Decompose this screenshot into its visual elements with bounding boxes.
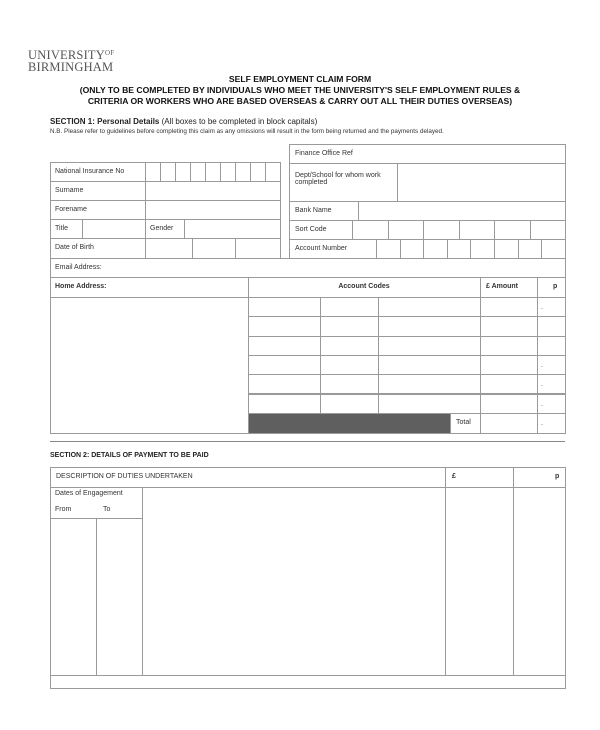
form-title: SELF EMPLOYMENT CLAIM FORM: [228, 74, 372, 84]
email-label: Email Address:: [55, 264, 102, 271]
sort-code-box[interactable]: [388, 220, 425, 240]
account-number-box[interactable]: [470, 239, 495, 259]
pounds-input[interactable]: [445, 487, 514, 676]
amount-pounds-input[interactable]: [480, 316, 538, 336]
pound-label: £: [452, 473, 456, 480]
ni-digit-box[interactable]: [160, 162, 176, 182]
account-code-input[interactable]: [320, 316, 379, 336]
form-subtitle-2: CRITERIA OR WORKERS WHO ARE BASED OVERSEAS & CARRY OUT ALL THEIR DUTIES OVERSEAS): [87, 96, 513, 106]
ni-digit-box[interactable]: [235, 162, 251, 182]
account-code-input[interactable]: [248, 374, 321, 394]
account-number-box[interactable]: [518, 239, 543, 259]
account-number-box[interactable]: [400, 239, 425, 259]
account-code-input[interactable]: [378, 316, 481, 336]
account-code-input[interactable]: [320, 297, 379, 317]
ni-digit-box[interactable]: [175, 162, 191, 182]
account-code-input[interactable]: [320, 374, 379, 394]
ni-digit-box[interactable]: [190, 162, 206, 182]
section1-note: (All boxes to be completed in block capitals): [159, 117, 318, 126]
account-code-input[interactable]: [248, 297, 321, 317]
sort-code-box[interactable]: [494, 220, 531, 240]
home-address-input[interactable]: [50, 297, 249, 434]
amount-pounds-input[interactable]: [480, 297, 538, 317]
logo-line2: BIRMINGHAM: [28, 60, 114, 74]
surname-label: Surname: [55, 187, 84, 194]
forename-input[interactable]: [145, 200, 281, 220]
email-input[interactable]: [50, 258, 566, 278]
amount-pence-input[interactable]: [537, 316, 566, 336]
title-label: Title: [55, 225, 68, 232]
to-date-input[interactable]: [96, 518, 143, 676]
amount-pence-input[interactable]: [537, 336, 566, 356]
pence-input[interactable]: [513, 487, 566, 676]
account-code-input[interactable]: [248, 394, 321, 414]
gender-input[interactable]: [184, 219, 281, 239]
ni-digit-box[interactable]: [250, 162, 266, 182]
dob-month-input[interactable]: [192, 238, 236, 259]
to-label: To: [103, 506, 111, 513]
home-address-label: Home Address:: [55, 283, 107, 290]
sort-code-box[interactable]: [530, 220, 567, 240]
account-number-box[interactable]: [423, 239, 448, 259]
section-divider: [50, 441, 565, 442]
account-code-input[interactable]: [378, 394, 481, 414]
ni-digit-box[interactable]: [220, 162, 236, 182]
account-code-input[interactable]: [248, 355, 321, 375]
decimal-mark: .: [541, 420, 543, 427]
account-code-input[interactable]: [378, 374, 481, 394]
dob-year-input[interactable]: [235, 238, 281, 259]
dob-label: Date of Birth: [55, 244, 94, 251]
university-logo: [28, 47, 114, 73]
description-label: DESCRIPTION OF DUTIES UNDERTAKEN: [56, 473, 193, 480]
account-code-input[interactable]: [320, 394, 379, 414]
account-code-input[interactable]: [378, 297, 481, 317]
account-number-box[interactable]: [376, 239, 401, 259]
total-label: Total: [456, 419, 471, 426]
account-code-input[interactable]: [378, 355, 481, 375]
decimal-mark: .: [541, 304, 543, 311]
ni-digit-box[interactable]: [265, 162, 281, 182]
bank-input[interactable]: [358, 201, 566, 221]
amount-label: £ Amount: [486, 283, 519, 290]
from-date-input[interactable]: [50, 518, 97, 676]
total-row[interactable]: [50, 675, 566, 689]
surname-input[interactable]: [145, 181, 281, 201]
dob-day-input[interactable]: [145, 238, 193, 259]
description-input[interactable]: [142, 487, 446, 676]
pence-label: p: [555, 473, 560, 480]
ni-digit-box[interactable]: [145, 162, 161, 182]
sort-code-box[interactable]: [423, 220, 460, 240]
account-codes-label: Account Codes: [338, 283, 390, 290]
account-number-label: Account Number: [295, 245, 348, 252]
decimal-mark: .: [541, 381, 543, 389]
logo-line1: UNIVERSITY: [28, 48, 105, 62]
sort-code-box[interactable]: [352, 220, 389, 240]
section1-title: SECTION 1: Personal Details: [50, 117, 160, 126]
section2-heading: SECTION 2: DETAILS OF PAYMENT TO BE PAID: [50, 452, 209, 459]
finance-ref-label: Finance Office Ref: [295, 150, 353, 157]
dates-label: Dates of Engagement: [55, 490, 123, 497]
total-pounds-input[interactable]: [480, 413, 538, 434]
title-input[interactable]: [82, 219, 146, 239]
amount-pounds-input[interactable]: [480, 336, 538, 356]
amount-pounds-input[interactable]: [480, 355, 538, 375]
account-code-input[interactable]: [248, 336, 321, 356]
p-header: [537, 277, 566, 298]
amount-pounds-input[interactable]: [480, 394, 538, 414]
sort-code-box[interactable]: [459, 220, 496, 240]
logo-of: OF: [105, 49, 115, 57]
section1-heading: [50, 117, 317, 126]
account-code-input[interactable]: [378, 336, 481, 356]
ni-label: National Insurance No: [55, 168, 125, 175]
account-number-box[interactable]: [541, 239, 566, 259]
gender-label: Gender: [150, 225, 174, 232]
dept-label: Dept/School for whom work completed: [295, 172, 381, 186]
from-label: From: [55, 506, 72, 513]
form-subtitle-1: (ONLY TO BE COMPLETED BY INDIVIDUALS WHO MEET THE UNIVERSITY'S SELF EMPLOYMENT RULES &: [79, 85, 521, 95]
decimal-mark: .: [541, 361, 543, 369]
amount-pounds-input[interactable]: [480, 374, 538, 394]
p-label: p: [553, 283, 558, 290]
nb-note: N.B. Please refer to guidelines before completing this claim as any omissions will result in the form being returned and the payments delayed.: [50, 128, 444, 135]
decimal-mark: .: [541, 400, 543, 408]
account-number-box[interactable]: [447, 239, 472, 259]
dept-input[interactable]: [397, 163, 566, 202]
bank-label: Bank Name: [295, 207, 332, 214]
total-shaded-cell: [248, 413, 451, 434]
account-number-box[interactable]: [494, 239, 519, 259]
sort-code-label: Sort Code: [295, 226, 327, 233]
account-code-input[interactable]: [248, 316, 321, 336]
account-code-input[interactable]: [320, 355, 379, 375]
ni-digit-box[interactable]: [205, 162, 221, 182]
forename-label: Forename: [55, 206, 87, 213]
account-code-input[interactable]: [320, 336, 379, 356]
